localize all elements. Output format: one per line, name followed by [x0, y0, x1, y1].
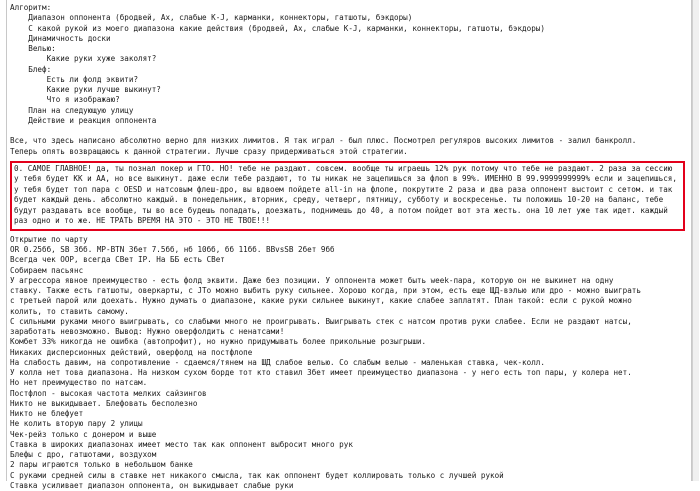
document-page: [6, 0, 692, 490]
text-line: Блеф:: [10, 64, 52, 74]
text-line: Блефы с дро, гатшотами, воздухом: [10, 450, 157, 459]
text-line: [10, 126, 685, 136]
text-line: с третьей парой или доехать. Нужно думать о диапазоне, какие руки сильнее выкинут, какие слабее заплатят. План такой: если с рукой можно: [10, 296, 632, 306]
text-line: На слабость давим, на сопротивление - сдаемся/тянем на ШД слабое велью. Со слабым велью - маленькая ставка, чек-колл.: [10, 357, 545, 367]
algorithm-section: [10, 3, 685, 157]
text-line: ставку. Также есть гатшоты, оверкарты, с JТо можно выбить руку сильнее. Хорошо когда, при этом, есть еще ЩД-вэлью или дро - можно выиграть: [10, 286, 641, 295]
text-line: 2 пары играются только в небольшом банке: [10, 460, 193, 470]
text-line: Ставка усиливает диапазон оппонента, он выкидывает слабые руки: [10, 480, 294, 490]
text-line: Собираем пасьянс: [10, 265, 84, 275]
text-line: У агрессора явное преимущество - есть фолд эквити. Даже без позиции. У оппонента может быть week-пара, которую он не выкинет на одну: [10, 275, 614, 285]
text-line: Никто не блефует: [10, 409, 84, 418]
text-line: Все, что здесь написано абсолютно верно для низких лимитов. Я так играл - был плюс. Посмотрел регуляров высоких лимитов - залил банкролл.: [10, 136, 637, 146]
text-line: Открытие по чарту: [10, 234, 88, 244]
text-line: Комбет 33% никогда не ошибка (автопрофит), но нужно придумывать более прикольные розыгрыши.: [10, 337, 427, 347]
text-line: Не колить вторую пару 2 улицы: [10, 419, 143, 429]
text-line: Теперь опять возвращаюсь к данной стратегии. Лучше сразу придерживаться этой стратегии.: [10, 146, 408, 156]
text-line: Какие руки хуже заколят?: [10, 54, 157, 64]
text-line: Постфлоп - высокая частота мелких сайзингов: [10, 388, 207, 398]
window-edge: [692, 0, 699, 481]
text-line: У колла нет това диапазона. На низком сухом борде тот кто ставил 3бет имеет преимущество диапазона - у него есть топ пары, у колера нет.: [10, 368, 632, 377]
text-line: заработать невозможно. Вывод: Нужно оверфолдить с ненатсами!: [10, 327, 285, 336]
text-line: Никто не выкидывает. Блефовать бесполезно: [10, 398, 198, 408]
text-line: Есть ли фолд эквити?: [10, 74, 139, 84]
strategy-notes-section: [10, 235, 685, 491]
text-line: Чек-рейз только с донером и выше: [10, 429, 157, 439]
text-line: Действие и реакция оппонента: [10, 115, 157, 125]
text-line: Алгоритм:: [10, 3, 52, 12]
text-line: Никаких дисперсионных действий, оверфолд на постфлопе: [10, 347, 253, 357]
text-line: С руками средней силы в ставке нет никакого смысла, так как оппонент будет коллировать только с лучшей рукой: [10, 470, 504, 480]
text-line: Велью:: [10, 44, 56, 53]
text-line: План на следующую улицу: [10, 105, 134, 115]
text-line: Какие руки лучше выкинут?: [10, 85, 161, 94]
text-line: колить, то ставить самому.: [10, 306, 129, 316]
text-line: Динамичность доски: [10, 33, 111, 43]
text-line: Всегда чек OOP, всегда CBет IP. На ББ есть CBет: [10, 255, 225, 265]
text-line: Но нет преимущество по натсам.: [10, 378, 148, 388]
text-line: OR 0.25бб, SB 3бб. MP-BTN 3бет 7.5бб, нб 10бб, бб 11бб. BBvsSB 2бет 9бб: [10, 245, 335, 254]
text-line: С сильными руками много выигрывать, со слабыми много не проигрывать. Выигрывать стек с натсом против руки слабее. Если не раздают натсы,: [10, 316, 632, 326]
text-line: Что я изображаю?: [10, 95, 120, 105]
highlighted-warning-box: [10, 161, 685, 231]
text-line: С какой рукой из моего диапазона какие действия (бродвей, Ах, слабые K-J, карманки, коннекторы, гатшоты, бэкдоры): [10, 23, 545, 33]
highlighted-warning-text: 0. САМОЕ ГЛАВНОЕ! да, ты познал покер и ГТО. НО! тебе не раздают. совсем. вообще ты играешь 12% рук потому что тебе не раздают. 2 раза за сессию у тебя будет КК и АА, но все выкинут. даже если тебе раздают, то ты никак не зацепишься за флоп в 99%. ИМЕННО В 99.9999999999% если и зацепишься, у тебя будет топ пара с OESD и натсовым флеш-дро, вы вдвоем пойдете all-in на флопе, покрутите 2 раза и два раза оппонент выстоит с сетом. и так будет каждый день. абсолютно каждый. в понедельник, вторник, среду, четверг, пятницу, субботу и воскресенье. ты положишь 10-20 на баланс, тебе будут раздавать все вообще, ты во все будешь попадать, доезжать, поднимешь до 40, а потом пойдет вот эта жесть. она 10 лет уже так идет. каждый раз одно и то же. НЕ ТРАТЬ ВРЕМЯ НА ЭТО - ЭТО НЕ ТВОЕ!!!: [14, 163, 677, 226]
text-line: Ставка в широких диапазонах имеет место так как оппонент выбросит много рук: [10, 439, 353, 449]
text-line: Диапазон оппонента (бродвей, Ах, слабые K-J, карманки, коннекторы, гатшоты, бэкдоры): [10, 13, 413, 23]
